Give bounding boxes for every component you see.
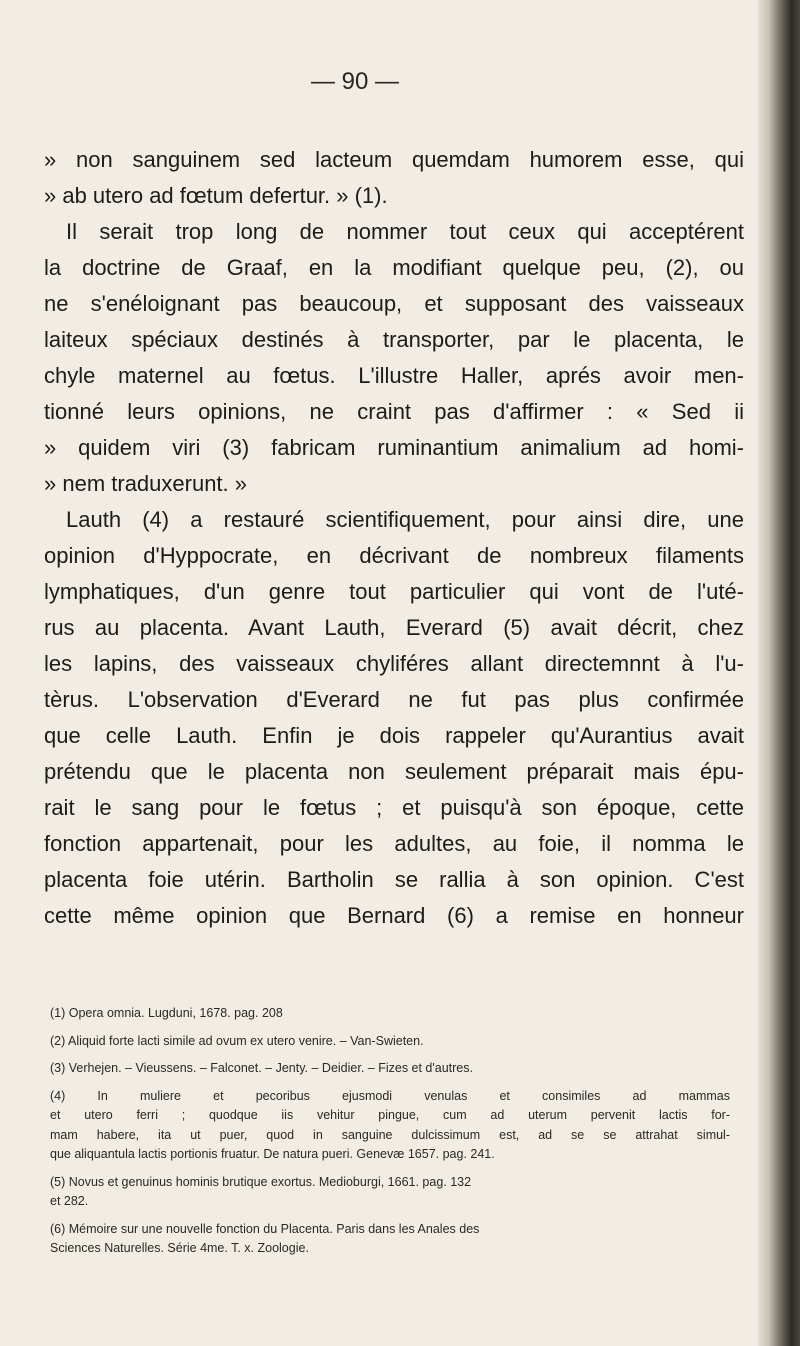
text-line: placenta foie utérin. Bartholin se rallia à son opinion. C'est — [44, 867, 744, 892]
text-line: » non sanguinem sed lacteum quemdam humorem esse, qui — [44, 147, 744, 172]
footnote-6-cont: Sciences Naturelles. Série 4me. T. x. Zoologie. — [50, 1241, 309, 1255]
text-line: lymphatiques, d'un genre tout particulier qui vont de l'uté- — [44, 579, 744, 604]
text-line: Il serait trop long de nommer tout ceux qui acceptérent — [66, 219, 744, 244]
text-line: tionné leurs opinions, ne craint pas d'affirmer : « Sed ii — [44, 399, 744, 424]
text-line: laiteux spéciaux destinés à transporter, par le placenta, le — [44, 327, 744, 352]
text-line: opinion d'Hyppocrate, en décrivant de nombreux filaments — [44, 543, 744, 568]
footnote-1: (1) Opera omnia. Lugduni, 1678. pag. 208 — [50, 1006, 283, 1020]
text-line: rait le sang pour le fœtus ; et puisqu'à son époque, cette — [44, 795, 744, 820]
footnotes — [50, 1004, 730, 1259]
footnote-3: (3) Verhejen. – Vieussens. – Falconet. – Jenty. – Deidier. – Fizes et d'autres. — [50, 1061, 473, 1075]
footnote-4-cont: que aliquantula lactis portionis fruatur. De natura pueri. Genevæ 1657. pag. 241. — [50, 1147, 495, 1161]
footnote-6: (6) Mémoire sur une nouvelle fonction du Placenta. Paris dans les Anales des — [50, 1221, 480, 1236]
footnote-5-cont: et 282. — [50, 1194, 89, 1208]
text-line: chyle maternel au fœtus. L'illustre Haller, aprés avoir men- — [44, 363, 744, 388]
text-line: cette même opinion que Bernard (6) a remise en honneur — [44, 903, 744, 928]
footnote-4-cont: mam habere, ita ut puer, quod in sanguine dulcissimum est, ad se se attrahat simul- — [50, 1127, 730, 1142]
footnote-4-cont: et utero ferri ; quodque iis vehitur pingue, cum ad uterum pervenit lactis for- — [50, 1108, 730, 1122]
footnote-5: (5) Novus et genuinus hominis brutique exortus. Medioburgi, 1661. pag. 132 — [50, 1174, 472, 1189]
text-line: fonction appartenait, pour les adultes, au foie, il nomma le — [44, 831, 744, 856]
text-line: que celle Lauth. Enfin je dois rappeler qu'Aurantius avait — [44, 723, 744, 748]
text-line: prétendu que le placenta non seulement préparait mais épu- — [44, 759, 744, 784]
book-binding-edge — [758, 0, 800, 1346]
text-line: Lauth (4) a restauré scientifiquement, pour ainsi dire, une — [66, 507, 744, 532]
text-line: les lapins, des vaisseaux chyliféres allant directemnnt à l'u- — [44, 651, 744, 676]
footnote-2: (2) Aliquid forte lacti simile ad ovum ex utero venire. – Van-Swieten. — [50, 1033, 424, 1048]
text-line: » nem traduxerunt. » — [44, 471, 248, 496]
text-line: ne s'enéloignant pas beaucoup, et supposant des vaisseaux — [44, 291, 744, 316]
body-text — [44, 142, 744, 934]
text-line: rus au placenta. Avant Lauth, Everard (5) avait décrit, chez — [44, 615, 744, 640]
text-line: la doctrine de Graaf, en la modifiant quelque peu, (2), ou — [44, 255, 744, 280]
footnote-4: (4) In muliere et pecoribus ejusmodi venulas et consimiles ad mammas — [50, 1088, 730, 1103]
text-line: tèrus. L'observation d'Everard ne fut pas plus confirmée — [44, 687, 744, 712]
text-line: » quidem viri (3) fabricam ruminantium animalium ad homi- — [44, 435, 744, 460]
text-line: » ab utero ad fœtum defertur. » (1). — [44, 183, 388, 208]
page-number: — 90 — — [310, 68, 400, 95]
